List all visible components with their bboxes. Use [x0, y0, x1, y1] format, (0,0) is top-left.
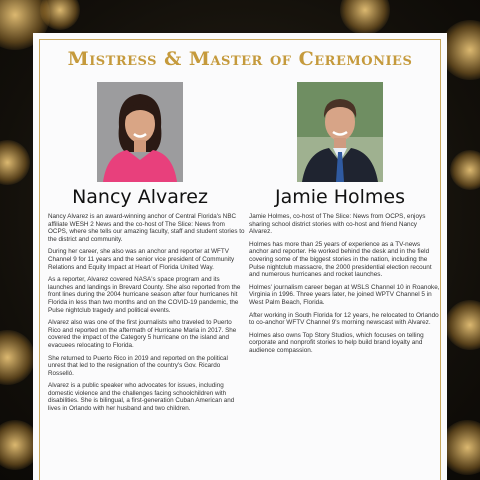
bio-jamie-holmes: [249, 213, 441, 360]
bio-paragraph: Holmes has more than 25 years of experience as a TV-news anchor and reporter. He worked behind the desk and in the field covering some of the biggest stories in the nation, including the Pulse nightclub massacre, the 2000 presidential election recount and numerous hurricanes and rocket launches.: [249, 240, 432, 279]
bio-nancy-alvarez: [48, 213, 246, 418]
bio-paragraph: She returned to Puerto Rico in 2019 and reported on the political unrest that led to the resignation of the country's Gov. Ricardo Rosselló.: [48, 354, 228, 377]
bokeh-light: [340, 0, 390, 35]
name-jamie-holmes: Jamie Holmes: [274, 186, 406, 208]
portrait-nancy-alvarez: [97, 82, 183, 182]
bio-paragraph: Holmes also owns Top Story Studios, which focuses on telling corporate and nonprofit stories to help build brand loyalty and audience compassion.: [249, 331, 424, 354]
bokeh-light: [450, 150, 480, 190]
bokeh-light: [0, 330, 35, 385]
page-title: Mistress & Master of Ceremonies: [67, 48, 413, 70]
name-nancy-alvarez: Nancy Alvarez: [72, 186, 208, 208]
bio-paragraph: Jamie Holmes, co-host of The Slice: News from OCPS, enjoys sharing school district stories with co-host and friend Nancy Alvarez.: [249, 213, 426, 236]
bokeh-light: [445, 300, 480, 350]
bio-paragraph: Alvarez also was one of the first journalists who traveled to Puerto Rico and reported on the aftermath of Hurricane Maria in 2017. She covered the impact of the Category 5 hurricane on the island and evacuees relocating to Florida.: [48, 319, 237, 349]
bio-paragraph: Alvarez is a public speaker who advocates for issues, including domestic violence and the challenges facing schoolchildren with disabilities. She is bilingual, a first-generation Cuban American and lives in Orlando with her husband and two children.: [48, 382, 235, 413]
bio-paragraph: As a reporter, Alvarez covered NASA's space program and its launches and landings in Brevard County. She also reported from the front lines during the 2004 hurricane season after four hurricanes hit Florida in less than two months and on the COVID-19 pandemic, the Pulse nightclub tragedy and political events.: [48, 276, 241, 314]
bio-paragraph: Nancy Alvarez is an award-winning anchor of Central Florida's NBC affiliate WESH 2 News and the co-host of The Slice: News from OCPS, where she tells our amazing faculty, staff and student stories to the district and community.: [48, 213, 245, 243]
bio-paragraph: During her career, she also was an anchor and reporter at WFTV Channel 9 for 11 years and the senior vice president of Community Relations and Equity Impact at Heart of Florida United Way.: [48, 248, 235, 271]
bokeh-light: [0, 140, 30, 185]
bio-paragraph: After working in South Florida for 12 years, he relocated to Orlando to co-anchor WFTV Channel 9's morning newscast with Alvarez.: [249, 311, 439, 327]
portrait-jamie-holmes: [297, 82, 383, 182]
bio-paragraph: Holmes' journalism career began at WSLS Channel 10 in Roanoke, Virginia in 1996. Three years later, he joined WPTV Channel 5 in West Palm Beach, Florida.: [249, 283, 440, 306]
